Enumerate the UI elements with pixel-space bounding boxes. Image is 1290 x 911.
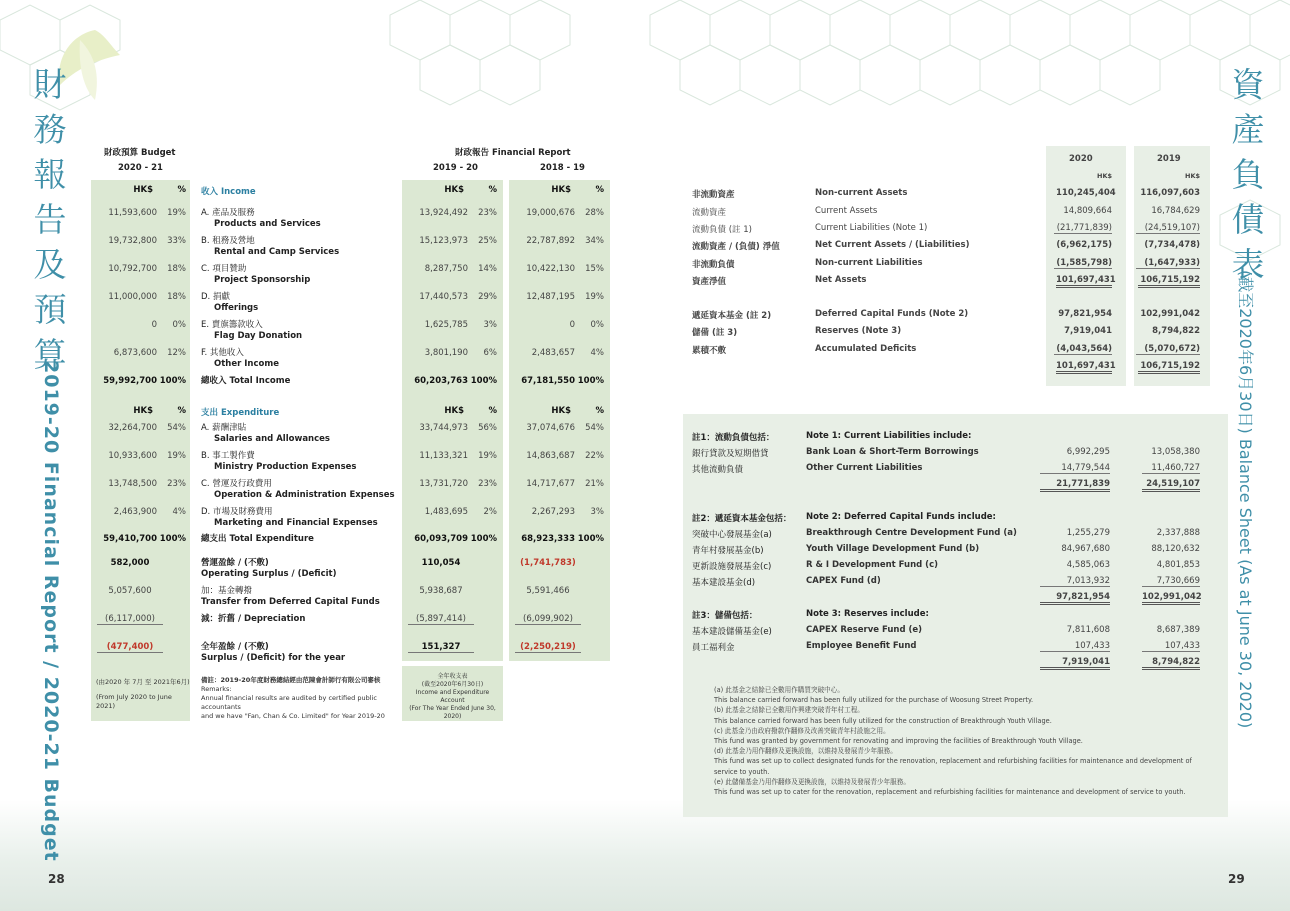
bs-row-label-cn: 流動資產 / (負債) 淨值 bbox=[692, 242, 780, 252]
footnote-line: (c) 此基金乃由政府撥款作翻修及改善突破青年村設施之用。 bbox=[714, 726, 890, 735]
bs-row-2020-value: 14,809,664 bbox=[1063, 206, 1112, 216]
income-budget-currency-label: HK$ bbox=[133, 185, 153, 195]
bs-row-label-en: Current Assets bbox=[815, 206, 878, 216]
account-box-line-5: 2020) bbox=[443, 713, 462, 720]
year-surplus-label-cn: 全年盈餘 / (不敷) bbox=[201, 642, 269, 652]
income-row-report-2018-value: 22,787,892 bbox=[526, 236, 575, 246]
bs-row-2019-value: 116,097,603 bbox=[1140, 188, 1200, 198]
transfer-label bbox=[201, 586, 380, 608]
expenditure-row-report-2018-percent: 22% bbox=[585, 451, 604, 461]
expenditure-row-label-en: Ministry Production Expenses bbox=[214, 462, 357, 472]
fund-row-label-en: Deferred Capital Funds (Note 2) bbox=[815, 309, 969, 319]
year-2020-header: 2020 bbox=[1069, 154, 1093, 164]
note2-row-label-en: R & I Development Fund (c) bbox=[806, 560, 938, 570]
expenditure-row-budget-value: 2,463,900 bbox=[113, 507, 157, 517]
remark-en-3: and we have "Fan, Chan & Co. Limited" for Year 2019-20 bbox=[201, 712, 385, 720]
fund-row-label-cn: 儲備 (註 3) bbox=[692, 328, 738, 338]
expenditure-row-report-2019-value: 13,731,720 bbox=[419, 479, 468, 489]
bs-row-label-cn: 非流動資產 bbox=[692, 190, 735, 200]
income-row-report-2019-value: 3,801,190 bbox=[424, 348, 468, 358]
note3-total-2020-value: 7,919,041 bbox=[1040, 657, 1110, 670]
income-row-report-2018-percent: 34% bbox=[585, 236, 604, 246]
income-row-report-2018-percent: 28% bbox=[585, 208, 604, 218]
fund-total-2020-value: 101,697,431 bbox=[1056, 361, 1112, 374]
note1-row-2020-value: 14,779,544 bbox=[1040, 463, 1110, 474]
report-header: 財政報告 Financial Report bbox=[455, 148, 571, 158]
note2-title-cn: 註2：遞延資本基金包括： bbox=[692, 514, 792, 524]
income-row-budget-value: 11,593,600 bbox=[108, 208, 157, 218]
footnote-line: This fund was set up to cater for the renovation, replacement and refurbishing facilities for maintenance and development of service to youth. bbox=[714, 788, 1186, 796]
income-budget-percent-label: % bbox=[177, 185, 186, 195]
note2-row-label-en: Breakthrough Centre Development Fund (a) bbox=[806, 528, 1017, 538]
expenditure-row-label bbox=[201, 507, 378, 529]
note2-title-en: Note 2: Deferred Capital Funds include: bbox=[806, 512, 996, 522]
operating-surplus-report-2019-value: 110,054 bbox=[421, 558, 461, 568]
budget-period-en: (From July 2020 to June 2021) bbox=[96, 693, 172, 710]
depreciation-label bbox=[201, 614, 305, 625]
note2-row-2019-value: 88,120,632 bbox=[1151, 544, 1200, 554]
expenditure-row-report-2018-value: 14,717,677 bbox=[526, 479, 575, 489]
income-row-report-2018-value: 0 bbox=[569, 320, 575, 330]
income-row-report-2019-percent: 6% bbox=[483, 348, 497, 358]
income-row-report-2018-percent: 4% bbox=[590, 348, 604, 358]
income-row-label-en: Products and Services bbox=[214, 219, 321, 229]
expenditure-row-budget-percent: 23% bbox=[167, 479, 186, 489]
hk-2019-label: HK$ bbox=[1185, 172, 1200, 180]
income-report-2018-currency-label: HK$ bbox=[551, 185, 571, 195]
bs-row-label-en: Non-current Assets bbox=[815, 188, 908, 198]
income-row-budget-value: 10,792,700 bbox=[108, 264, 157, 274]
account-box-line-2: (截至2020年6月30日) bbox=[421, 681, 484, 688]
expenditure-row-report-2018-value: 14,863,687 bbox=[526, 451, 575, 461]
year-surplus-report-2019-value: 151,327 bbox=[408, 642, 474, 653]
transfer-report-2019-value: 5,938,687 bbox=[419, 586, 463, 596]
footnote-line: (e) 此儲備基金乃用作翻修及更換設施，以維持及發展青少年服務。 bbox=[714, 777, 910, 786]
note1-total-2019-value: 24,519,107 bbox=[1142, 479, 1200, 492]
budget-period bbox=[96, 678, 190, 711]
hk-2020-label: HK$ bbox=[1097, 172, 1112, 180]
income-row-report-2019-percent: 14% bbox=[478, 264, 497, 274]
income-total-budget-percent: 100% bbox=[159, 376, 186, 386]
depreciation-report-2019-value: (5,897,414) bbox=[408, 614, 474, 625]
income-report-2019-percent-label: % bbox=[488, 185, 497, 195]
expenditure-total-budget-percent: 100% bbox=[159, 534, 186, 544]
income-row-report-2018-value: 10,422,130 bbox=[526, 264, 575, 274]
expenditure-row-label-en: Salaries and Allowances bbox=[214, 434, 330, 444]
note1-title-cn: 註1：流動負債包括： bbox=[692, 433, 775, 443]
income-row-report-2018-percent: 19% bbox=[585, 292, 604, 302]
note1-row-2019-value: 13,058,380 bbox=[1151, 447, 1200, 457]
fund-row-2020-value: 97,821,954 bbox=[1058, 309, 1112, 319]
expenditure-row-report-2018-percent: 54% bbox=[585, 423, 604, 433]
expenditure-row-report-2018-value: 2,267,293 bbox=[531, 507, 575, 517]
expenditure-section-title: 支出 Expenditure bbox=[201, 408, 280, 418]
budget-period-cn: (由2020 年 7月 至 2021年6月) bbox=[96, 678, 190, 686]
depreciation-budget-value: (6,117,000) bbox=[97, 614, 163, 625]
income-row-report-2018-percent: 15% bbox=[585, 264, 604, 274]
transfer-label-cn: 加：基金轉撥 bbox=[201, 586, 253, 596]
fund-row-2019-value: (5,070,672) bbox=[1136, 344, 1200, 355]
expenditure-budget-percent-label: % bbox=[177, 406, 186, 416]
note2-row-2020-value: 1,255,279 bbox=[1066, 528, 1110, 538]
expenditure-row-label bbox=[201, 479, 395, 501]
footnote-line: (a) 此基金之結餘已全數用作購買突破中心。 bbox=[714, 686, 844, 694]
expenditure-total-label: 總支出 Total Expenditure bbox=[201, 534, 314, 544]
expenditure-row-report-2019-percent: 19% bbox=[478, 451, 497, 461]
expenditure-row-budget-percent: 19% bbox=[167, 451, 186, 461]
income-row-budget-value: 6,873,600 bbox=[113, 348, 157, 358]
expenditure-row-report-2018-value: 37,074,676 bbox=[526, 423, 575, 433]
bs-row-2019-value: 16,784,629 bbox=[1151, 206, 1200, 216]
income-report-2019-currency-label: HK$ bbox=[444, 185, 464, 195]
expenditure-total-report-2018-value: 68,923,333 bbox=[521, 534, 575, 544]
note1-row-2019-value: 11,460,727 bbox=[1142, 463, 1200, 474]
expenditure-report-2018-currency-label: HK$ bbox=[551, 406, 571, 416]
income-total-budget-value: 59,992,700 bbox=[103, 376, 157, 386]
note2-row-2020-value: 7,013,932 bbox=[1040, 576, 1110, 587]
right-title-english: (截至2020年6月30日) Balance Sheet (As at June 30, 2020) bbox=[1236, 270, 1255, 729]
expenditure-row-label-en: Operation & Administration Expenses bbox=[214, 490, 395, 500]
bs-row-2020-value: (21,771,839) bbox=[1054, 223, 1112, 234]
transfer-label-en: Transfer from Deferred Capital Funds bbox=[201, 597, 380, 607]
left-title-english: 2019-20 Financial Report / 2020-21 Budget bbox=[40, 360, 62, 862]
bs-row-2020-value: 101,697,431 bbox=[1056, 275, 1112, 288]
income-total-label: 總收入 Total Income bbox=[201, 376, 291, 386]
expenditure-row-budget-value: 32,264,700 bbox=[108, 423, 157, 433]
note3-total-2019-value: 8,794,822 bbox=[1142, 657, 1200, 670]
expenditure-total-report-2019-value: 60,093,709 bbox=[414, 534, 468, 544]
income-row-report-2018-value: 2,483,657 bbox=[531, 348, 575, 358]
income-row-budget-percent: 18% bbox=[167, 292, 186, 302]
expenditure-row-report-2018-percent: 3% bbox=[590, 507, 604, 517]
bs-row-2019-value: (24,519,107) bbox=[1136, 223, 1200, 234]
bs-row-label-cn: 流動負債 (註 1) bbox=[692, 225, 752, 235]
income-row-budget-value: 19,732,800 bbox=[108, 236, 157, 246]
income-row-label-cn: C. 項目贊助 bbox=[201, 264, 247, 274]
year-surplus-report-2018-value: (2,250,219) bbox=[515, 642, 581, 653]
budget-header: 財政預算 Budget bbox=[104, 148, 176, 158]
expenditure-total-report-2019-percent: 100% bbox=[470, 534, 497, 544]
note2-row-label-en: CAPEX Fund (d) bbox=[806, 576, 881, 586]
note2-row-label-cn: 更新設施發展基金(c) bbox=[692, 562, 772, 572]
note3-row-2019-value: 8,687,389 bbox=[1156, 625, 1200, 635]
income-section-title: 收入 Income bbox=[201, 187, 256, 197]
expenditure-row-report-2019-value: 1,483,695 bbox=[424, 507, 468, 517]
remarks bbox=[201, 676, 396, 721]
note2-row-label-cn: 青年村發展基金(b) bbox=[692, 546, 764, 556]
income-row-budget-percent: 18% bbox=[167, 264, 186, 274]
expenditure-row-budget-percent: 4% bbox=[172, 507, 186, 517]
income-row-report-2018-value: 12,487,195 bbox=[526, 292, 575, 302]
bs-row-2019-value: 106,715,192 bbox=[1138, 275, 1200, 288]
year-2019-header: 2019 bbox=[1157, 154, 1181, 164]
income-row-label bbox=[201, 236, 339, 258]
income-row-label-en: Other Income bbox=[214, 359, 279, 369]
expenditure-row-report-2018-percent: 21% bbox=[585, 479, 604, 489]
income-row-budget-percent: 12% bbox=[167, 348, 186, 358]
left-title-english-wrap bbox=[30, 360, 70, 862]
note1-row-label-en: Other Current Liabilities bbox=[806, 463, 923, 473]
fund-row-2019-value: 102,991,042 bbox=[1140, 309, 1200, 319]
account-box-line-1: 全年收支表 bbox=[437, 673, 468, 680]
note1-row-label-cn: 銀行貸款及短期借貸 bbox=[692, 449, 769, 459]
bs-row-2019-value: (1,647,933) bbox=[1136, 258, 1200, 269]
expenditure-row-label-en: Marketing and Financial Expenses bbox=[214, 518, 378, 528]
report-year-2018-19: 2018 - 19 bbox=[540, 163, 585, 173]
note1-title-en: Note 1: Current Liabilities include: bbox=[806, 431, 972, 441]
expenditure-row-budget-percent: 54% bbox=[167, 423, 186, 433]
budget-year: 2020 - 21 bbox=[118, 163, 163, 173]
bs-row-label-cn: 非流動負債 bbox=[692, 260, 735, 270]
income-row-budget-value: 11,000,000 bbox=[108, 292, 157, 302]
income-row-label-cn: E. 賣旗籌款收入 bbox=[201, 320, 263, 330]
account-box-line-4: (For The Year Ended June 30, bbox=[409, 705, 496, 712]
income-row-report-2019-value: 1,625,785 bbox=[424, 320, 468, 330]
bs-row-label-en: Non-current Liabilities bbox=[815, 258, 923, 268]
income-row-budget-value: 0 bbox=[151, 320, 157, 330]
footnote-line: This fund was set up to collect designated funds for the renovation, replacement and refurbishing facilities for maintenance and development of bbox=[714, 757, 1192, 766]
expenditure-row-label bbox=[201, 451, 357, 473]
bs-row-label-cn: 資產淨值 bbox=[692, 277, 727, 287]
year-surplus-label bbox=[201, 642, 345, 664]
note3-row-label-cn: 基本建設儲備基金(e) bbox=[692, 627, 772, 637]
expenditure-row-report-2019-value: 33,744,973 bbox=[419, 423, 468, 433]
footnote-line: This balance carried forward has been fully utilized for the purchase of Woosung Street Property. bbox=[714, 696, 1034, 705]
remark-en-1: Remarks: bbox=[201, 685, 232, 693]
note1-row-label-en: Bank Loan & Short-Term Borrowings bbox=[806, 447, 979, 457]
income-row-label bbox=[201, 292, 258, 314]
report-year-2019-20: 2019 - 20 bbox=[433, 163, 478, 173]
income-row-report-2019-value: 8,287,750 bbox=[424, 264, 468, 274]
expenditure-total-budget-value: 59,410,700 bbox=[103, 534, 157, 544]
note2-total-2020-value: 97,821,954 bbox=[1040, 592, 1110, 605]
note2-total-2019-value: 102,991,042 bbox=[1142, 592, 1200, 605]
expenditure-report-2018-percent-label: % bbox=[595, 406, 604, 416]
expenditure-report-2019-percent-label: % bbox=[488, 406, 497, 416]
income-total-report-2018-value: 67,181,550 bbox=[521, 376, 575, 386]
note2-row-2019-value: 4,801,853 bbox=[1156, 560, 1200, 570]
note3-row-2020-value: 107,433 bbox=[1040, 641, 1110, 652]
expenditure-row-label-cn: C. 營運及行政費用 bbox=[201, 479, 272, 489]
income-row-label bbox=[201, 320, 302, 342]
footnote-line: service to youth. bbox=[714, 767, 770, 776]
remark-en-2: Annual financial results are audited by certified public accountants bbox=[201, 694, 377, 711]
income-total-report-2019-value: 60,203,763 bbox=[414, 376, 468, 386]
note1-total-2020-value: 21,771,839 bbox=[1040, 479, 1110, 492]
footnote-line: This balance carried forward has been fully utilized for the construction of Breakthrough Youth Village. bbox=[714, 716, 1052, 725]
expenditure-row-report-2019-percent: 23% bbox=[478, 479, 497, 489]
bs-row-2020-value: (6,962,175) bbox=[1056, 240, 1112, 250]
note1-row-label-cn: 其他流動負債 bbox=[692, 465, 744, 475]
year-surplus-budget-value: (477,400) bbox=[97, 642, 163, 653]
bs-row-label-en: Current Liabilities (Note 1) bbox=[815, 223, 928, 233]
fund-row-label-cn: 累積不敷 bbox=[692, 346, 727, 356]
bs-row-label-en: Net Current Assets / (Liabilities) bbox=[815, 240, 970, 250]
year-surplus-label-en: Surplus / (Deficit) for the year bbox=[201, 653, 346, 663]
fund-row-2020-value: (4,043,564) bbox=[1054, 344, 1112, 355]
income-row-report-2019-value: 13,924,492 bbox=[419, 208, 468, 218]
expenditure-row-report-2019-percent: 2% bbox=[483, 507, 497, 517]
fund-row-2020-value: 7,919,041 bbox=[1064, 326, 1112, 336]
note2-row-2020-value: 84,967,680 bbox=[1061, 544, 1110, 554]
expenditure-report-2019-currency-label: HK$ bbox=[444, 406, 464, 416]
expenditure-row-label-cn: B. 事工製作費 bbox=[201, 451, 255, 461]
income-row-report-2019-percent: 23% bbox=[478, 208, 497, 218]
income-row-label-cn: D. 捐獻 bbox=[201, 292, 230, 302]
expenditure-row-report-2019-percent: 56% bbox=[478, 423, 497, 433]
operating-surplus-budget-value: 582,000 bbox=[110, 558, 150, 568]
footnote-line: This fund was granted by government for renovating and improving the facilities of Breakthrough Youth Village. bbox=[714, 737, 1083, 745]
note2-row-label-en: Youth Village Development Fund (b) bbox=[806, 544, 980, 554]
bs-row-2020-value: (1,585,798) bbox=[1054, 258, 1112, 269]
note2-row-label-cn: 突破中心發展基金(a) bbox=[692, 530, 772, 540]
income-row-label-en: Offerings bbox=[214, 303, 259, 313]
expenditure-row-label-cn: D. 市場及財務費用 bbox=[201, 507, 273, 517]
page-number-left: 28 bbox=[48, 872, 65, 886]
note2-row-2019-value: 2,337,888 bbox=[1156, 528, 1200, 538]
note3-row-label-cn: 員工福利金 bbox=[692, 643, 735, 653]
income-row-report-2019-value: 15,123,973 bbox=[419, 236, 468, 246]
bs-row-2019-value: (7,734,478) bbox=[1144, 240, 1200, 250]
income-row-report-2019-percent: 29% bbox=[478, 292, 497, 302]
income-row-label-cn: F. 其他收入 bbox=[201, 348, 244, 358]
income-row-label bbox=[201, 208, 321, 230]
income-row-label-cn: B. 租務及營地 bbox=[201, 236, 255, 246]
remark-cn: 備註：2019-20年度財務總結經由范陳會計師行有限公司審核 bbox=[201, 676, 381, 684]
income-row-label-en: Flag Day Donation bbox=[214, 331, 303, 341]
operating-surplus-label bbox=[201, 558, 336, 580]
note3-title-en: Note 3: Reserves include: bbox=[806, 609, 929, 619]
account-box-line-3: Income and Expenditure Account bbox=[415, 689, 490, 704]
right-title-chinese: 資產負債表 bbox=[1231, 65, 1265, 284]
bs-row-label-en: Net Assets bbox=[815, 275, 867, 285]
operating-surplus-label-en: Operating Surplus / (Deficit) bbox=[201, 569, 337, 579]
fund-row-label-cn: 遞延資本基金 (註 2) bbox=[692, 311, 772, 321]
right-title-english-wrap bbox=[1236, 270, 1266, 729]
expenditure-row-label bbox=[201, 423, 330, 445]
note3-title-cn: 註3：儲備包括： bbox=[692, 611, 758, 621]
income-row-report-2018-percent: 0% bbox=[590, 320, 604, 330]
bs-row-label-cn: 流動資產 bbox=[692, 208, 727, 218]
note3-row-2020-value: 7,811,608 bbox=[1066, 625, 1110, 635]
left-title-chinese: 財務報告及預算 bbox=[33, 65, 67, 374]
fund-row-2019-value: 8,794,822 bbox=[1152, 326, 1200, 336]
bs-row-2020-value: 110,245,404 bbox=[1056, 188, 1116, 198]
note3-row-label-en: Employee Benefit Fund bbox=[806, 641, 917, 651]
expenditure-row-budget-value: 13,748,500 bbox=[108, 479, 157, 489]
fund-total-2019-value: 106,715,192 bbox=[1138, 361, 1200, 374]
income-row-budget-percent: 33% bbox=[167, 236, 186, 246]
income-row-budget-percent: 19% bbox=[167, 208, 186, 218]
expenditure-budget-currency-label: HK$ bbox=[133, 406, 153, 416]
expenditure-row-label-cn: A. 薪酬津貼 bbox=[201, 423, 247, 433]
income-row-label-en: Project Sponsorship bbox=[214, 275, 311, 285]
footnote-line: (b) 此基金之結餘已全數用作興建突破青年村工程。 bbox=[714, 706, 864, 715]
expenditure-row-budget-value: 10,933,600 bbox=[108, 451, 157, 461]
income-total-report-2019-percent: 100% bbox=[470, 376, 497, 386]
note1-row-2020-value: 6,992,295 bbox=[1066, 447, 1110, 457]
income-row-report-2019-percent: 3% bbox=[483, 320, 497, 330]
income-row-label bbox=[201, 264, 310, 286]
depreciation-report-2018-value: (6,099,902) bbox=[515, 614, 581, 625]
income-row-report-2019-value: 17,440,573 bbox=[419, 292, 468, 302]
depreciation-label-cn: 減：折舊 / Depreciation bbox=[201, 614, 306, 624]
account-box bbox=[404, 673, 501, 721]
fund-row-label-en: Reserves (Note 3) bbox=[815, 326, 902, 336]
income-row-label-cn: A. 產品及服務 bbox=[201, 208, 255, 218]
fund-row-label-en: Accumulated Deficits bbox=[815, 344, 917, 354]
expenditure-total-report-2018-percent: 100% bbox=[577, 534, 604, 544]
footnote-line: (d) 此基金乃用作翻修及更換設施，以維持及發展青少年服務。 bbox=[714, 747, 897, 756]
income-row-label-en: Rental and Camp Services bbox=[214, 247, 340, 257]
income-report-2018-percent-label: % bbox=[595, 185, 604, 195]
transfer-budget-value: 5,057,600 bbox=[108, 586, 152, 596]
transfer-report-2018-value: 5,591,466 bbox=[526, 586, 570, 596]
note2-row-2020-value: 4,585,063 bbox=[1066, 560, 1110, 570]
income-row-report-2019-percent: 25% bbox=[478, 236, 497, 246]
income-row-label bbox=[201, 348, 279, 370]
page-number-right: 29 bbox=[1228, 872, 1245, 886]
income-row-budget-percent: 0% bbox=[172, 320, 186, 330]
note2-row-2019-value: 7,730,669 bbox=[1142, 576, 1200, 587]
note3-row-2019-value: 107,433 bbox=[1142, 641, 1200, 652]
income-row-report-2018-value: 19,000,676 bbox=[526, 208, 575, 218]
expenditure-row-report-2019-value: 11,133,321 bbox=[419, 451, 468, 461]
income-total-report-2018-percent: 100% bbox=[577, 376, 604, 386]
note2-row-label-cn: 基本建設基金(d) bbox=[692, 578, 756, 588]
operating-surplus-report-2018-value: (1,741,783) bbox=[520, 558, 576, 568]
note3-row-label-en: CAPEX Reserve Fund (e) bbox=[806, 625, 923, 635]
operating-surplus-label-cn: 營運盈餘 / (不敷) bbox=[201, 558, 269, 568]
